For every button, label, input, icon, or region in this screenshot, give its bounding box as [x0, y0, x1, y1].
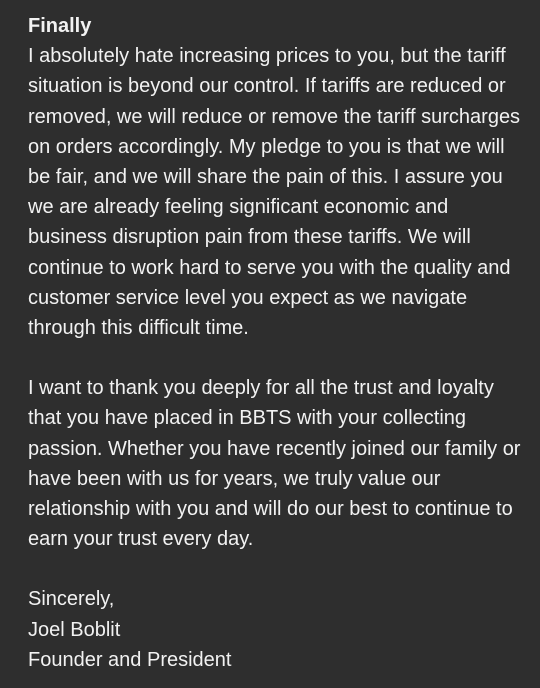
closing-text: Sincerely, — [28, 588, 115, 611]
signer-name: Joel Boblit — [28, 618, 121, 641]
signature-block — [28, 584, 528, 675]
section-heading: Finally — [28, 15, 92, 37]
letter-body — [28, 11, 528, 675]
paragraph-tariff-pledge: I absolutely hate increasing prices to you, but the tariff situation is beyond our control. If tariffs are reduced or removed, we will reduce or remove the tariff surcharges on orders accordingly. My pledge to you is that we will be fair, and we will share the pain of this. I assure you we are already feeling significant economic and business disruption pain from these tariffs. We will continue to work hard to serve you with the quality and customer service level you expect as we navigate through this difficult time. — [28, 45, 521, 340]
signer-title: Founder and President — [28, 648, 232, 671]
paragraph-thank-you: I want to thank you deeply for all the trust and loyalty that you have placed in BBTS with your collecting passion. Whether you have recently joined our family or have been with us for years, we truly value our relationship with you and will do our best to continue to earn your trust every day. — [28, 377, 521, 551]
